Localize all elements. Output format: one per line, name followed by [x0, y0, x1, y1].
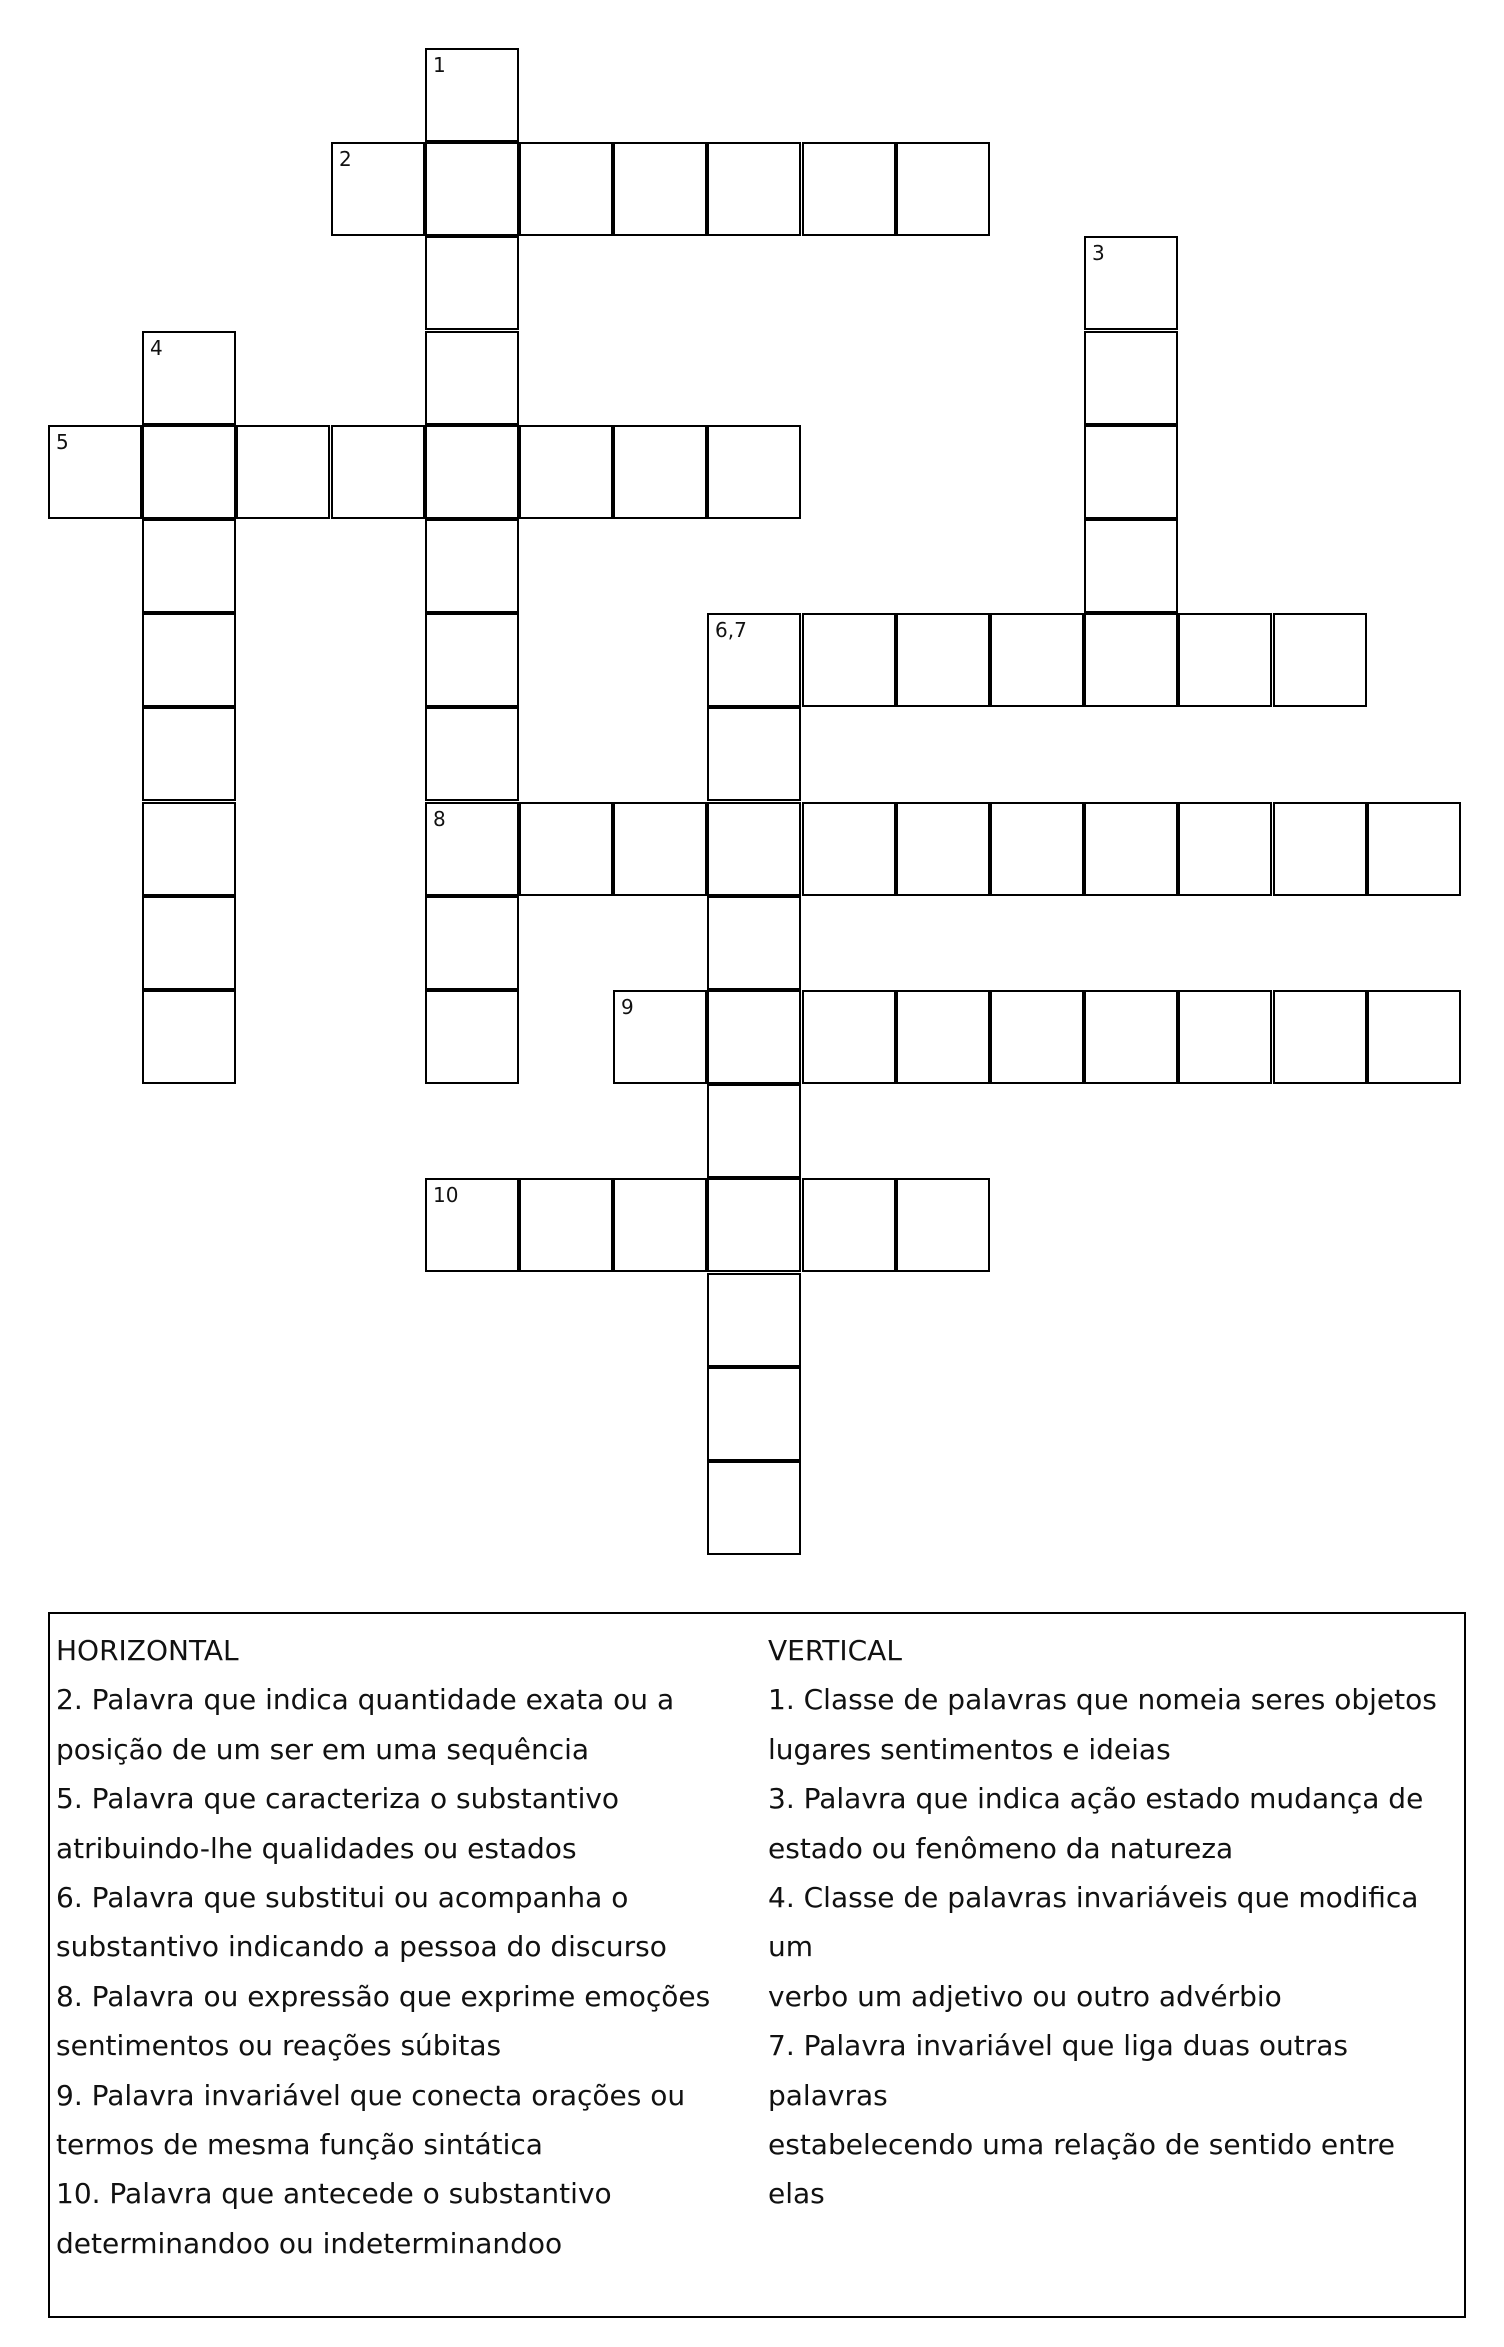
grid-cell[interactable]: [990, 613, 1084, 707]
grid-cell[interactable]: [613, 802, 707, 896]
grid-cell[interactable]: [1084, 613, 1178, 707]
clue-number: 4: [150, 336, 163, 360]
clue-number: 6,7: [715, 618, 747, 642]
grid-cell[interactable]: [142, 802, 236, 896]
clue-number: 1: [433, 53, 446, 77]
grid-cell[interactable]: [142, 613, 236, 707]
clue-line: substantivo indicando a pessoa do discurso: [56, 1930, 667, 1964]
grid-cell[interactable]: [425, 519, 519, 613]
grid-cell[interactable]: [1367, 802, 1461, 896]
grid-cell[interactable]: [896, 990, 990, 1084]
clue-number: 10: [433, 1183, 459, 1207]
grid-cell[interactable]: [707, 990, 801, 1084]
clue-line: estabelecendo uma relação de sentido entre elas: [768, 2128, 1395, 2211]
clue-line: termos de mesma função sintática: [56, 2128, 543, 2162]
grid-cell[interactable]: [1178, 613, 1272, 707]
clue-line: estado ou fenômeno da natureza: [768, 1831, 1234, 1865]
grid-cell[interactable]: [896, 1178, 990, 1272]
grid-cell[interactable]: [236, 425, 330, 519]
clue-number: 5: [56, 430, 69, 454]
grid-cell[interactable]: [707, 142, 801, 236]
vertical-clues: [768, 1626, 1458, 2219]
grid-cell[interactable]: [425, 896, 519, 990]
clue-number: 3: [1092, 241, 1105, 265]
grid-cell[interactable]: [425, 1178, 519, 1272]
vertical-title: VERTICAL: [768, 1634, 902, 1667]
grid-cell[interactable]: [707, 1273, 801, 1367]
clue-line: sentimentos ou reações súbitas: [56, 2029, 502, 2063]
grid-cell[interactable]: [802, 142, 896, 236]
grid-cell[interactable]: [425, 48, 519, 142]
grid-cell[interactable]: [707, 613, 801, 707]
grid-cell[interactable]: [1084, 236, 1178, 330]
clue-line: 5. Palavra que caracteriza o substantivo: [56, 1782, 620, 1816]
clue-line: verbo um adjetivo ou outro advérbio: [768, 1979, 1282, 2013]
grid-cell[interactable]: [142, 519, 236, 613]
clue-line: 4. Classe de palavras invariáveis que modifica um: [768, 1881, 1419, 1964]
clue-line: 6. Palavra que substitui ou acompanha o: [56, 1881, 629, 1915]
clue-line: 2. Palavra que indica quantidade exata ou a: [56, 1683, 675, 1717]
grid-cell[interactable]: [802, 1178, 896, 1272]
clue-line: posição de um ser em uma sequência: [56, 1732, 590, 1766]
horizontal-title: HORIZONTAL: [56, 1634, 239, 1667]
grid-cell[interactable]: [425, 613, 519, 707]
grid-cell[interactable]: [519, 425, 613, 519]
grid-cell[interactable]: [990, 990, 1084, 1084]
grid-cell[interactable]: [425, 707, 519, 801]
clue-line: 3. Palavra que indica ação estado mudança de: [768, 1782, 1424, 1816]
clue-line: 9. Palavra invariável que conecta orações ou: [56, 2078, 686, 2112]
clues-box: [48, 1612, 1466, 2318]
grid-cell[interactable]: [613, 990, 707, 1084]
clue-number: 9: [621, 995, 634, 1019]
grid-cell[interactable]: [707, 1367, 801, 1461]
grid-cell[interactable]: [331, 142, 425, 236]
grid-cell[interactable]: [613, 1178, 707, 1272]
clue-line: 10. Palavra que antecede o substantivo: [56, 2177, 612, 2211]
grid-cell[interactable]: [707, 1178, 801, 1272]
clue-line: lugares sentimentos e ideias: [768, 1732, 1171, 1766]
clue-line: atribuindo-lhe qualidades ou estados: [56, 1831, 577, 1865]
grid-cell[interactable]: [1273, 613, 1367, 707]
grid-cell[interactable]: [990, 802, 1084, 896]
grid-cell[interactable]: [707, 1084, 801, 1178]
grid-cell[interactable]: [896, 613, 990, 707]
clue-number: 8: [433, 807, 446, 831]
grid-cell[interactable]: [425, 236, 519, 330]
grid-cell[interactable]: [48, 425, 142, 519]
clue-line: 8. Palavra ou expressão que exprime emoções: [56, 1979, 711, 2013]
grid-cell[interactable]: [1084, 990, 1178, 1084]
grid-cell[interactable]: [1367, 990, 1461, 1084]
clue-line: 1. Classe de palavras que nomeia seres objetos: [768, 1683, 1437, 1717]
grid-cell[interactable]: [142, 896, 236, 990]
grid-cell[interactable]: [1084, 331, 1178, 425]
grid-cell[interactable]: [802, 990, 896, 1084]
horizontal-clues: [56, 1626, 746, 2268]
grid-cell[interactable]: [425, 990, 519, 1084]
grid-cell[interactable]: [802, 613, 896, 707]
grid-cell[interactable]: [1084, 425, 1178, 519]
grid-cell[interactable]: [707, 802, 801, 896]
grid-cell[interactable]: [613, 142, 707, 236]
clue-line: determinandoo ou indeterminandoo: [56, 2226, 563, 2260]
grid-cell[interactable]: [425, 425, 519, 519]
clue-number: 2: [339, 147, 352, 171]
grid-cell[interactable]: [613, 425, 707, 519]
grid-cell[interactable]: [519, 1178, 613, 1272]
grid-cell[interactable]: [1273, 802, 1367, 896]
grid-cell[interactable]: [519, 142, 613, 236]
clue-line: 7. Palavra invariável que liga duas outras palavras: [768, 2029, 1348, 2112]
grid-cell[interactable]: [519, 802, 613, 896]
grid-cell[interactable]: [896, 142, 990, 236]
grid-cell[interactable]: [1084, 519, 1178, 613]
grid-cell[interactable]: [425, 331, 519, 425]
grid-cell[interactable]: [425, 802, 519, 896]
grid-cell[interactable]: [425, 142, 519, 236]
grid-cell[interactable]: [142, 425, 236, 519]
grid-cell[interactable]: [1273, 990, 1367, 1084]
grid-cell[interactable]: [142, 331, 236, 425]
grid-cell[interactable]: [707, 425, 801, 519]
grid-cell[interactable]: [1178, 802, 1272, 896]
grid-cell[interactable]: [802, 802, 896, 896]
grid-cell[interactable]: [331, 425, 425, 519]
grid-cell[interactable]: [707, 1461, 801, 1555]
grid-cell[interactable]: [707, 707, 801, 801]
grid-cell[interactable]: [1084, 802, 1178, 896]
grid-cell[interactable]: [896, 802, 990, 896]
grid-cell[interactable]: [142, 707, 236, 801]
grid-cell[interactable]: [142, 990, 236, 1084]
grid-cell[interactable]: [707, 896, 801, 990]
grid-cell[interactable]: [1178, 990, 1272, 1084]
